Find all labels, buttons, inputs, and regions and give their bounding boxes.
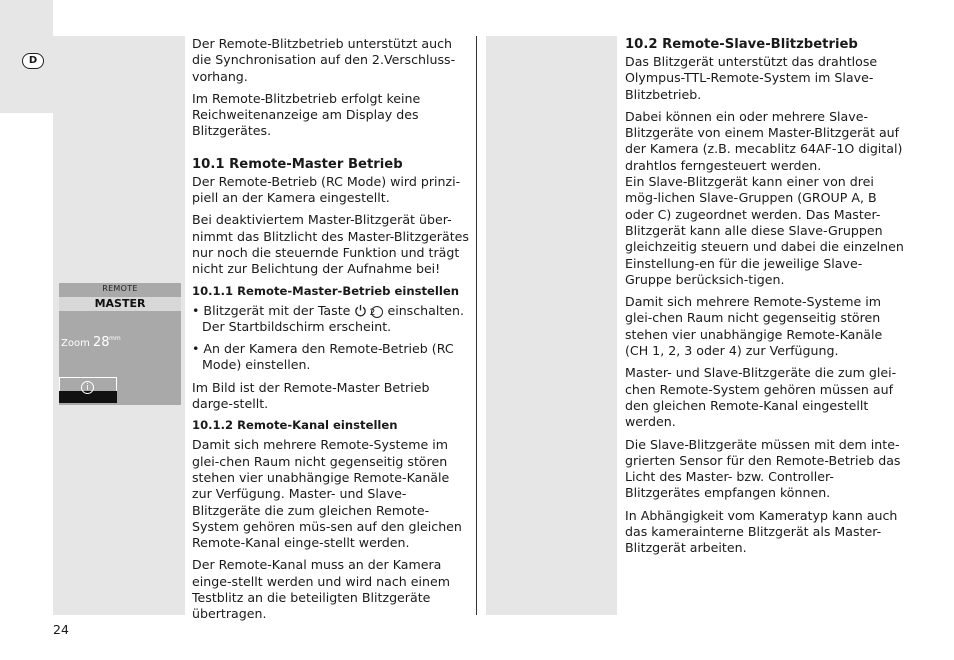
paragraph: Im Remote-Blitzbetrieb erfolgt keine Reichweitenanzeige am Display des Blitzgerätes. (192, 90, 421, 139)
circled-number: 2 (371, 306, 383, 318)
flash-display-illustration (59, 283, 181, 405)
power-icon (354, 304, 367, 317)
language-badge: D (22, 53, 44, 69)
paragraph: Dabei können ein oder mehrere Slave-Blitzgeräte von einem Master-Blitzgerät auf der Kamera (z.B. mecablitz 64AF-1O digital) drahtlos ferngesteuert werden. (625, 108, 903, 173)
paragraph: Damit sich mehrere Remote-Systeme im glei-chen Raum nicht gegenseitig stören stehen vier unabhängige Remote-Kanäle zur Verfügung. Master- und Slave-Blitzgeräte die zum gleichen Remote-System gehören müs-sen auf den gleichen Remote-Kanal einge-stellt werden. (192, 437, 462, 551)
paragraph: In Abhängigkeit vom Kameratyp kann auch das kamerainterne Blitzgerät als Master-Blitzgerät arbeiten. (625, 507, 898, 556)
display-zoom (61, 335, 110, 350)
display-remote-label: REMOTE (102, 284, 138, 293)
list-item (192, 303, 470, 336)
right-margin-column (486, 36, 617, 615)
column-divider (476, 36, 477, 615)
page-number: 24 (53, 622, 69, 637)
display-mode-label: MASTER (94, 297, 146, 310)
paragraph: Damit sich mehrere Remote-Systeme im glei-chen Raum nicht gegenseitig stören stehen vier unabhängige Remote-Kanäle (CH 1, 2, 3 oder 4) zur Verfügung. (625, 294, 883, 359)
language-tab (0, 0, 53, 113)
display-zoom-label: Zoom (61, 338, 90, 349)
paragraph: Im Bild ist der Remote-Master Betrieb darge-stellt. (192, 379, 430, 412)
subsection-heading-10-1-2: 10.1.2 Remote-Kanal einstellen (192, 418, 398, 433)
paragraph: Der Remote-Betrieb (RC Mode) wird prinzi-piell an der Kamera eingestellt. (192, 173, 461, 206)
display-zoom-value: 28 (93, 335, 110, 350)
subsection-heading-10-1-1: 10.1.1 Remote-Master-Betrieb einstellen (192, 283, 459, 298)
paragraph: Der Remote-Kanal muss an der Kamera einge-stellt werden und wird nach einem Testblitz an die beteiligten Blitzgeräte übertragen. (192, 557, 450, 622)
paragraph: Ein Slave-Blitzgerät kann einer von drei mög-lichen Slave-Gruppen (GROUP A, B oder C) zugeordnet werden. Das Master-Blitzgerät kann alle diese Slave-Gruppen gleichzeitig steuern und dabei die einzelnen Einstellung-en für die jeweilige Slave-Gruppe berücksich-tigen. (625, 174, 904, 287)
paragraph: Bei deaktiviertem Master-Blitzgerät über-nimmt das Blitzlicht des Master-Blitzgerätes nur noch die steuernde Funktion und trägt nicht zur Belichtung der Aufnahme bei! (192, 212, 469, 277)
list-item: • An der Kamera den Remote-Betrieb (RC Mode) einstellen. (192, 341, 454, 373)
paragraph: Master- und Slave-Blitzgeräte die zum glei-chen Remote-System gehören müssen auf den gleichen Remote-Kanal eingestellt werden. (625, 365, 897, 430)
paragraph: Der Remote-Blitzbetrieb unterstützt auch die Synchronisation auf den 2.Verschluss-vorhang. (192, 36, 456, 84)
display-zoom-unit: mm (109, 335, 121, 342)
text-column-left (192, 36, 470, 629)
text-column-right (625, 36, 907, 563)
bullet-text: • Blitzgerät mit der Taste (192, 302, 351, 318)
section-heading-10-1: 10.1 Remote-Master Betrieb (192, 156, 403, 172)
bullet-text: einschalten. Der Startbildschirm erscheint. (202, 302, 465, 334)
section-heading-10-2: 10.2 Remote-Slave-Blitzbetrieb (625, 37, 858, 52)
info-icon: i (81, 381, 94, 394)
paragraph: Die Slave-Blitzgeräte müssen mit dem inte-grierten Sensor für den Remote-Betrieb das Licht des Master- bzw. Controller-Blitzgerätes empfangen können. (625, 436, 901, 501)
paragraph: Das Blitzgerät unterstützt das drahtlose Olympus-TTL-Remote-System im Slave-Blitzbetrieb. (625, 54, 878, 102)
